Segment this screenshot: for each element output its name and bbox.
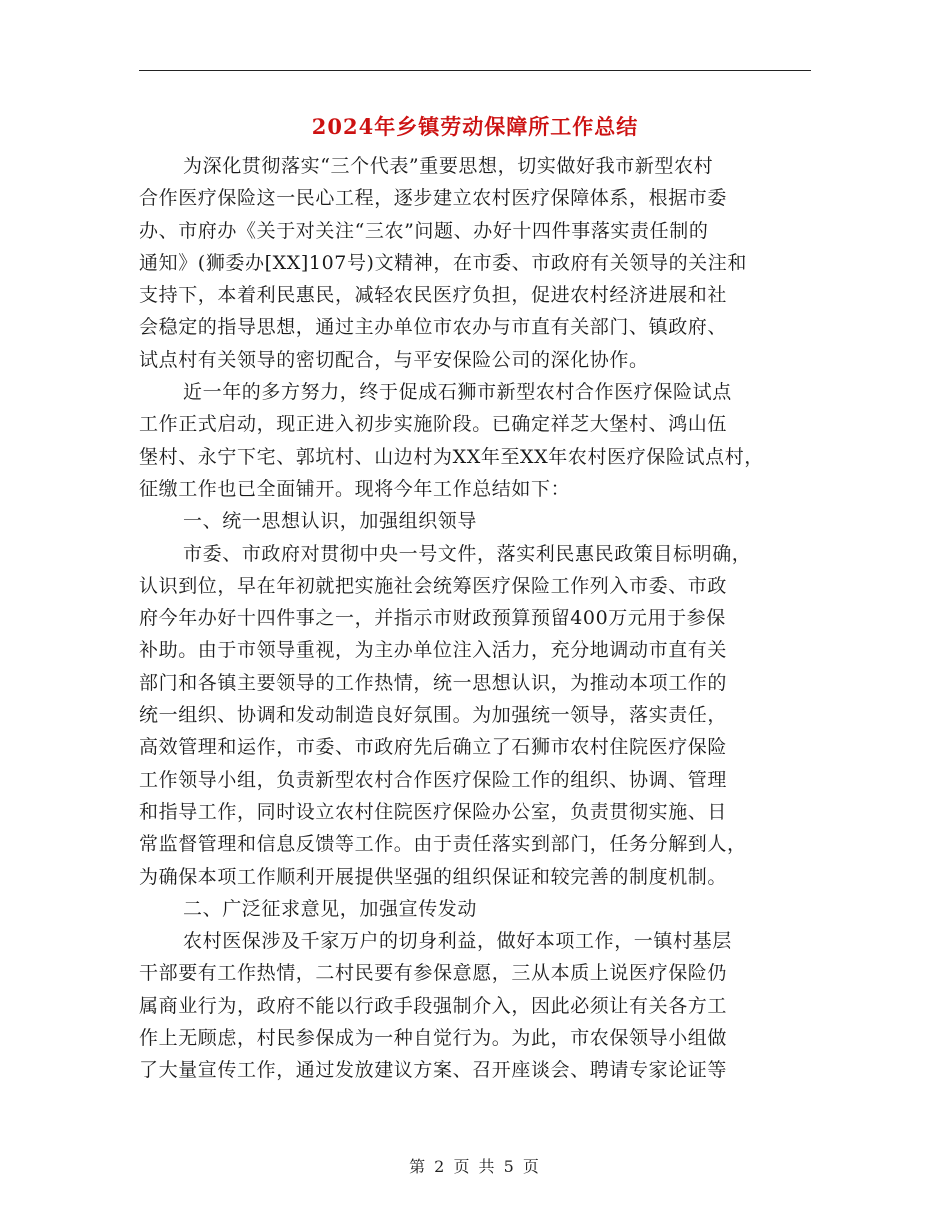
text-line: 办、市府办《关于对关注“三农”问题、办好十四件事落实责任制的 — [139, 219, 709, 242]
text-line: 常监督管理和信息反馈等工作。由于责任落实到部门，任务分解到人， — [139, 833, 747, 856]
text-line: 补助。由于市领导重视，为主办单位注入活力，充分地调动市直有关 — [139, 639, 728, 662]
text-line: 堡村、永宁下宅、郭坑村、山边村为XX年至XX年农村医疗保险试点村， — [139, 445, 764, 468]
text-line: 统一组织、协调和发动制造良好氛围。为加强统一领导，落实责任， — [139, 704, 728, 727]
section-heading: 二、广泛征求意见，加强宣传发动 — [183, 897, 478, 920]
text-line: 高效管理和运作，市委、市政府先后确立了石狮市农村住院医疗保险 — [139, 736, 728, 759]
text-line: 试点村有关领导的密切配合，与平安保险公司的深化协作。 — [139, 348, 649, 371]
text-line: 市委、市政府对贯彻中央一号文件，落实利民惠民政策目标明确， — [183, 542, 752, 565]
text-line: 支持下，本着利民惠民，减轻农民医疗负担，促进农村经济进展和社 — [139, 284, 728, 307]
text-line: 认识到位，早在年初就把实施社会统筹医疗保险工作列入市委、市政 — [139, 574, 728, 597]
text-line: 工作领导小组，负责新型农村合作医疗保险工作的组织、协调、管理 — [139, 768, 728, 791]
document-title: 2024年乡镇劳动保障所工作总结 — [311, 114, 639, 139]
section-heading: 一、统一思想认识，加强组织领导 — [183, 510, 478, 533]
text-line: 近一年的多方努力，终于促成石狮市新型农村合作医疗保险试点 — [183, 381, 732, 404]
text-line: 府今年办好十四件事之一，并指示市财政预算预留400万元用于参保 — [139, 607, 726, 630]
text-line: 工作正式启动，现正进入初步实施阶段。已确定祥芝大堡村、鸿山伍 — [139, 413, 728, 436]
text-line: 了大量宣传工作，通过发放建议方案、召开座谈会、聘请专家论证等 — [139, 1059, 728, 1082]
text-line: 农村医保涉及千家万户的切身利益，做好本项工作，一镇村基层 — [183, 930, 732, 953]
text-line: 部门和各镇主要领导的工作热情，统一思想认识，为推动本项工作的 — [139, 671, 728, 694]
text-line: 通知》(狮委办[XX]107号)文精神，在市委、市政府有关领导的关注和 — [139, 251, 747, 274]
text-line: 征缴工作也已全面铺开。现将今年工作总结如下： — [139, 477, 571, 500]
text-line: 会稳定的指导思想，通过主办单位市农办与市直有关部门、镇政府、 — [139, 316, 728, 339]
text-line: 和指导工作，同时设立农村住院医疗保险办公室，负责贯彻实施、日 — [139, 800, 728, 823]
page-number: 第 2 页 共 5 页 — [409, 1157, 541, 1176]
text-line: 作上无顾虑，村民参保成为一种自觉行为。为此，市农保领导小组做 — [139, 1027, 728, 1050]
document-body — [139, 150, 819, 1087]
header-rule — [139, 70, 811, 71]
text-line: 合作医疗保险这一民心工程，逐步建立农村医疗保障体系，根据市委 — [139, 187, 728, 210]
text-line: 为确保本项工作顺利开展提供坚强的组织保证和较完善的制度机制。 — [139, 865, 728, 888]
text-line: 属商业行为，政府不能以行政手段强制介入，因此必须让有关各方工 — [139, 994, 728, 1017]
text-line: 干部要有工作热情，二村民要有参保意愿，三从本质上说医疗保险仍 — [139, 962, 728, 985]
text-line: 为深化贯彻落实“三个代表”重要思想，切实做好我市新型农村 — [183, 155, 714, 177]
